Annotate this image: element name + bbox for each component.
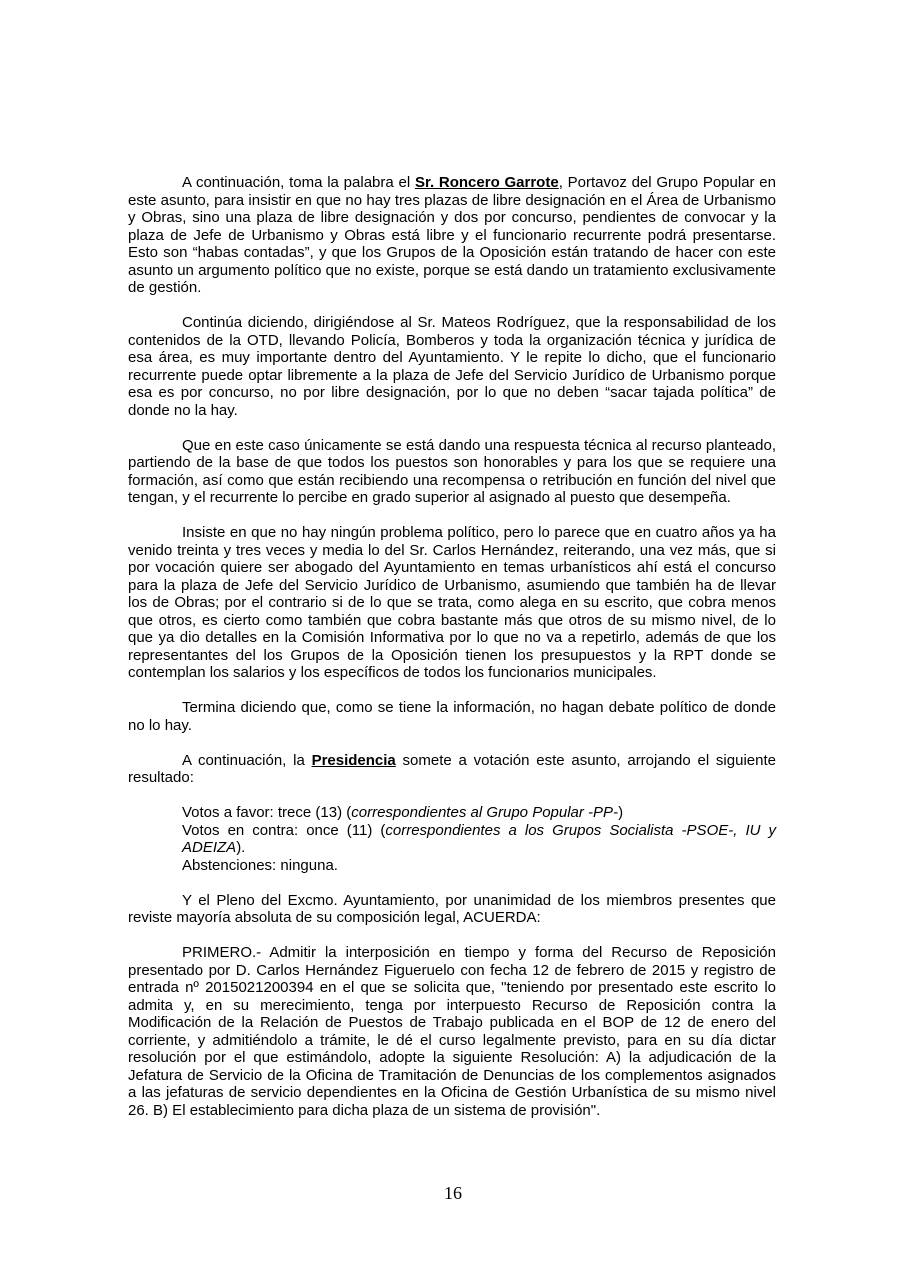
text-segment-normal: Continúa diciendo, dirigiéndose al Sr. Mateos Rodríguez, que la responsabilidad de los contenidos de la OTD, llevando Policía, Bomberos y toda la organización técnica y jurídica de esa área, es muy importante dentro del Ayuntamiento. Y le repite lo dicho, que el funcionario recurrente puede optar libremente a la plaza de Jefe del Servicio Jurídico de Urbanismo porque esa es por concurso, no por libre designación, por lo que no deben “sacar tajada política” de donde no la hay. [128,314,776,419]
text-segment-normal: Votos en contra: once (11) ( [182,821,386,839]
vote-line-abstenciones [182,857,776,875]
para-acuerda [128,892,776,927]
text-segment-normal: Insiste en que no hay ningún problema político, pero lo parece que en cuatro años ya ha venido treinta y tres veces y media lo del Sr. Carlos Hernández, reiterando, una vez más, que si por vocación quiere ser abogado del Ayuntamiento en temas urbanísticos ahí está el concurso para la plaza de Jefe del Servicio Jurídico de Urbanismo, asumiendo que también ha de llevar los de Obras; por el contrario si de lo que se trata, como alega en su escrito, que cobra menos que otros, es cierto como también que cobra bastante más que otros de su mismo nivel, de lo que ya dio detalles en la Comisión Informativa por lo que no va a repetirlo, además de que los representantes del los Grupos de la Oposición tienen los presupuestos y la RPT donde se contemplan los salarios y los específicos de todos los funcionarios municipales. [128,524,776,681]
vote-line-contra [182,822,776,857]
text-segment-normal: ) [618,804,624,821]
para-termina [128,699,776,734]
text-segment-normal: Votos a favor: trece (13) ( [182,804,352,821]
text-segment-normal: Termina diciendo que, como se tiene la información, no hagan debate político de donde no lo hay. [128,699,776,734]
page-number: 16 [444,1183,462,1203]
page-body [128,174,776,1137]
para-roncero-intervention [128,174,776,297]
text-segment-normal: A continuación, toma la palabra el [182,174,415,191]
text-segment-normal: , Portavoz del Grupo Popular en este asunto, para insistir en que no hay tres plazas de libre designación en el Área de Urbanismo y Obras, sino una plaza de libre designación y dos por concurso, pendientes de convocar y la plaza de Jefe de Urbanismo y Obras está libre y el funcionario recurrente podrá presentarse. Esto son “habas contadas”, y que los Grupos de la Oposición están tratando de hacer con este asunto un argumento político que no existe, porque se está dando un tratamiento exclusivamente de gestión. [128,174,776,296]
para-primero [128,944,776,1119]
text-segment-normal: A continuación, la [182,751,312,769]
vote-line-favor [182,804,776,822]
text-segment-bold-underline: Presidencia [311,751,396,769]
text-segment-normal: Abstenciones: ninguna. [182,856,338,874]
para-respuesta-tecnica [128,437,776,507]
text-segment-normal: ). [236,839,246,856]
para-presidencia-votacion [128,752,776,787]
text-segment-normal: Y el Pleno del Excmo. Ayuntamiento, por unanimidad de los miembros presentes que reviste mayoría absoluta de su composición legal, ACUERDA: [128,891,776,926]
para-insiste [128,524,776,682]
text-segment-normal: somete a votación este asunto, arrojando el siguiente resultado: [128,751,776,786]
text-segment-italic: correspondientes a los Grupos Socialista -PSOE-, IU y ADEIZA [182,821,776,856]
text-segment-normal: PRIMERO.- Admitir la interposición en tiempo y forma del Recurso de Reposición presentado por D. Carlos Hernández Figueruelo con fecha 12 de febrero de 2015 y registro de entrada nº 2015021200394 en el que se solicita que, "teniendo por presentado este escrito lo admita y, en su merecimiento, tenga por interpuesto Recurso de Reposición contra la Modificación de la Relación de Puestos de Trabajo publicada en el BOP de 12 de enero del corriente, y admitiéndolo a trámite, le dé el curso legalmente previsto, para en su día dictar resolución por el que estimándolo, adopte la siguiente Resolución: A) la adjudicación de la Jefatura de Servicio de la Oficina de Tramitación de Denuncias de los complementos asignados a las jefaturas de servicio dependientes en la Oficina de Gestión Urbanística de su mismo nivel 26. B) El establecimiento para dicha plaza de un sistema de provisión". [128,944,776,1119]
text-segment-bold-underline: Sr. Roncero Garrote [414,174,559,191]
text-segment-italic: correspondientes al Grupo Popular -PP- [351,804,619,821]
para-continua-diciendo [128,314,776,419]
text-segment-normal: Que en este caso únicamente se está dando una respuesta técnica al recurso planteado, partiendo de la base de que todos los puestos son honorables y para los que se requiere una formación, así como que están recibiendo una recompensa o retribución en función del nivel que tengan, y el recurrente lo percibe en grado superior al asignado al puesto que desempeña. [128,436,776,506]
